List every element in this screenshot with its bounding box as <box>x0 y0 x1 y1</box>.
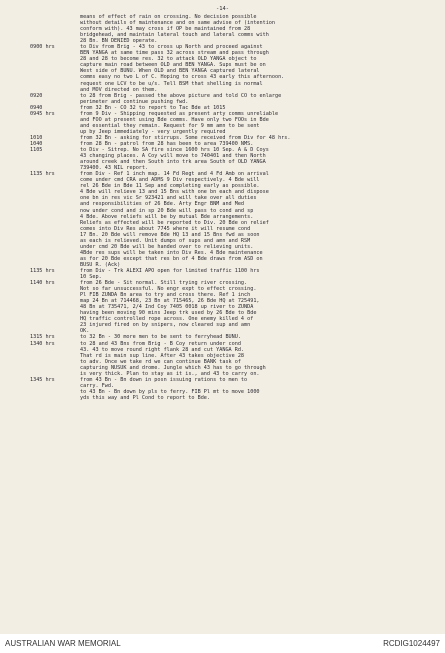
entry-line: comes into Div Res about 7745 where it will resume cond <box>80 225 251 232</box>
entry-line: West side of BUNU. When OLD and BEN YANGA captured lateral <box>80 68 260 75</box>
entry-line: and FOO at present using Bde comms. Have only two FOOs in Bde <box>80 116 269 123</box>
entry-line: comms easy no two L of C. Hoping to cross 43 early this afternoon. <box>80 74 285 81</box>
log-entry <box>30 111 430 135</box>
entry-line: conform with). 43 may cross if OP be maintained from 28 <box>80 26 251 33</box>
entry-line: OK. <box>80 328 90 335</box>
entry-time: 1040 <box>30 140 43 147</box>
entry-line: 43. 43 to move round right flank 28 and cut YANGA Rd. <box>80 346 245 353</box>
entry-line: without details of maintenance and on same advise of (intention <box>80 20 275 27</box>
entry-line: map 24 Bn at 714468, 23 Bn at 715465, 26 Bde HQ at 725491, <box>80 298 260 305</box>
entry-line: under cmd 20 Bde will be handed over to relieving units. <box>80 243 254 250</box>
entry-line: 23 injured fired on by snipers, now cleared sup and amn <box>80 322 251 329</box>
entry-line: to 43 Bn - Bn down by pls to ferry. FIB Pl mt to move 1000 <box>80 388 260 395</box>
entry-line: means of effect of rain on crossing. No decision possible <box>80 14 257 20</box>
entry-time: 1315 hrs <box>30 334 55 341</box>
entry-line: 28 Bn. BN DENIED operate. <box>80 38 158 45</box>
entry-line: to adv. Once we take rd we can continue BANK task of <box>80 358 241 365</box>
entry-body <box>80 14 430 44</box>
log-entry <box>30 147 430 171</box>
log-entry <box>30 268 430 280</box>
entry-time: 1140 hrs <box>30 280 55 287</box>
entry-line: carry. Fwd. <box>80 382 115 389</box>
log-entry <box>30 280 430 334</box>
entry-line: and responsibilities of 26 Bde. Arty Engr BNM and Med <box>80 201 245 208</box>
entry-line: 10 Sep. <box>80 274 102 281</box>
entry-line: to 32 Bn - 30 more men to be sent to ferryhead BUNU. <box>80 334 241 341</box>
entry-line: one bn in res vic Sr 923421 and will take over all duties <box>80 195 257 202</box>
entry-line: from 43 Bn - Bn down in posn issuing rations to men to <box>80 376 248 383</box>
war-diary-log <box>30 14 430 401</box>
entry-line: That rd is main sup line. After 43 takes objective 28 <box>80 352 245 359</box>
entry-line: from Div - Ref 1 inch map. 14 Fd Regt and 4 Fd Amb on arrival <box>80 171 269 178</box>
entry-body <box>80 93 430 105</box>
entry-time: 1010 <box>30 134 43 141</box>
entry-time: 0940 <box>30 104 43 111</box>
entry-line: 739400. 43 NIL report. <box>80 165 149 172</box>
entry-line: 4 Bde. Above reliefs will be by mutual Bde arrangements. <box>80 213 254 220</box>
log-entry <box>30 93 430 105</box>
log-entry <box>30 44 430 92</box>
log-entry <box>30 341 430 377</box>
entry-line: capturing NUSUK and drome. Jungle which 43 has to go through <box>80 364 266 371</box>
entry-line: having been moving 90 mins Jeep trk used by 26 Bde to Bde <box>80 310 257 317</box>
page-number: -14- <box>216 6 229 12</box>
entry-line: from Div - Trk ALEXI APO open for limited traffic 1100 hrs <box>80 267 260 274</box>
entry-body <box>80 280 430 334</box>
entry-line: 28 and 28 to become res. 32 to attack OLD YANGA object to <box>80 56 257 63</box>
entry-line: 4Bde res sups will be taken into Div Res. 4 Bde maintenance <box>80 249 263 256</box>
entry-line: now under cond and in sp 20 Bde will pass to cond and sp <box>80 207 254 214</box>
entry-line: as for 20 Bde except that res bn of 4 Bde draws from ASD on <box>80 255 263 262</box>
entry-body <box>80 341 430 377</box>
entry-body <box>80 147 430 171</box>
entry-line: and essential they remain. Request for 9 mm amn to be sent <box>80 122 260 129</box>
entry-line: Not so far unsuccessful. No engr expt to effect crossing. <box>80 286 257 293</box>
entry-time: 1135 hrs <box>30 171 55 178</box>
entry-line: to 28 and 43 Bns from Brig - B Coy return under cond <box>80 340 241 347</box>
entry-line: BUSU R. (Ack) <box>80 261 121 268</box>
entry-line: from 32 Bn - asking for stirrups. Some received from Div for 48 hrs. <box>80 134 291 141</box>
entry-time: 1135 hrs <box>30 267 55 274</box>
entry-line: and MOV directed on them. <box>80 86 158 93</box>
entry-line: request one LCV to be u/s. Tell BSM that shelling is normal <box>80 80 263 87</box>
entry-line: 48 Bn at 735471, 2/4 Ind Coy 7405 0018 up river to ZUNDA <box>80 304 254 311</box>
entry-body <box>80 44 430 92</box>
entry-time: 1105 <box>30 147 43 154</box>
entry-time: 0900 hrs <box>30 44 55 51</box>
entry-line: rel 26 Bde in Bde 11 Sep and completing early as possible. <box>80 183 260 190</box>
entry-line: come under cmd CRA and ADMS 9 Div respectively. 4 Bde will <box>80 177 260 184</box>
entry-line: perimeter and continue pushing fwd. <box>80 98 189 105</box>
entry-line: 4 Bde will relieve 13 and 15 Bns with one bn each and dispose <box>80 189 269 196</box>
footer-bar <box>0 634 445 653</box>
entry-line: capture main road between OLD and BEN YANGA. Sups must be on <box>80 62 266 69</box>
entry-line: is very thick. Plan to stay as it is., and 43 to carry on. <box>80 370 260 377</box>
entry-line: to Div - Sitrep. No SA fire since 1600 hrs 10 Sep. A & D Coys <box>80 147 269 154</box>
entry-body <box>80 377 430 401</box>
entry-time: 0945 hrs <box>30 110 55 117</box>
entry-line: bridgehead, and maintain lateral touch and lateral comms with <box>80 32 269 39</box>
entry-line: from 9 Div - Shipping requested as present arty comms unreliable <box>80 110 279 117</box>
entry-time <box>30 14 80 44</box>
entry-time: 1340 hrs <box>30 340 55 347</box>
entry-line: from 26 Bde - Sit normal. Still trying river crossing. <box>80 280 248 287</box>
entry-line: from 28 Bn - patrol from 28 has been to area 739400 NMS. <box>80 140 254 147</box>
entry-line: around creek and then South into trk area South of OLD YANGA <box>80 159 266 166</box>
log-entry <box>30 14 430 44</box>
entry-line: BEN YANGA at same time pass 32 across stream and pass through <box>80 50 269 57</box>
entry-line: HQ traffic controlled rope across. One enemy killed 4 of <box>80 316 254 323</box>
entry-body <box>80 111 430 135</box>
entry-body <box>80 268 430 280</box>
entry-line: as each is relieved. Unit dumps of sups and amn and RSM <box>80 237 251 244</box>
entry-line: Pl FIB ZUNDA Bn area to try and cross there. Ref 1 inch <box>80 292 251 299</box>
entry-line: up by Jeep immediately - very urgently required <box>80 128 226 135</box>
entry-line: from 32 Bn - CO 32 to report to Tac Bde at 1015 <box>80 104 226 111</box>
log-entry <box>30 377 430 401</box>
footer-archive-name: AUSTRALIAN WAR MEMORIAL <box>5 639 121 648</box>
entry-line: to 28 from Brig - passed the above picture and told CO to enlarge <box>80 92 282 99</box>
log-entry <box>30 171 430 268</box>
entry-line: Reliefs as effected will be reported to Div. 20 Bde on relief <box>80 219 269 226</box>
entry-body <box>80 171 430 268</box>
footer-record-id: RCDIG1024497 <box>383 639 440 648</box>
entry-time: 1345 hrs <box>30 376 55 383</box>
entry-line: yds this way and Pl Cond to report to Bde. <box>80 394 210 401</box>
entry-time: 0920 <box>30 92 43 99</box>
entry-line: 43 changing places. A Coy will move to 740401 and then North <box>80 153 266 160</box>
entry-line: to Div from Brig - 43 to cross up North and proceed against <box>80 44 263 51</box>
entry-line: 17 Bn. 20 Bde will remove Bde HQ 13 and 15 Bns fwd as soon <box>80 231 260 238</box>
